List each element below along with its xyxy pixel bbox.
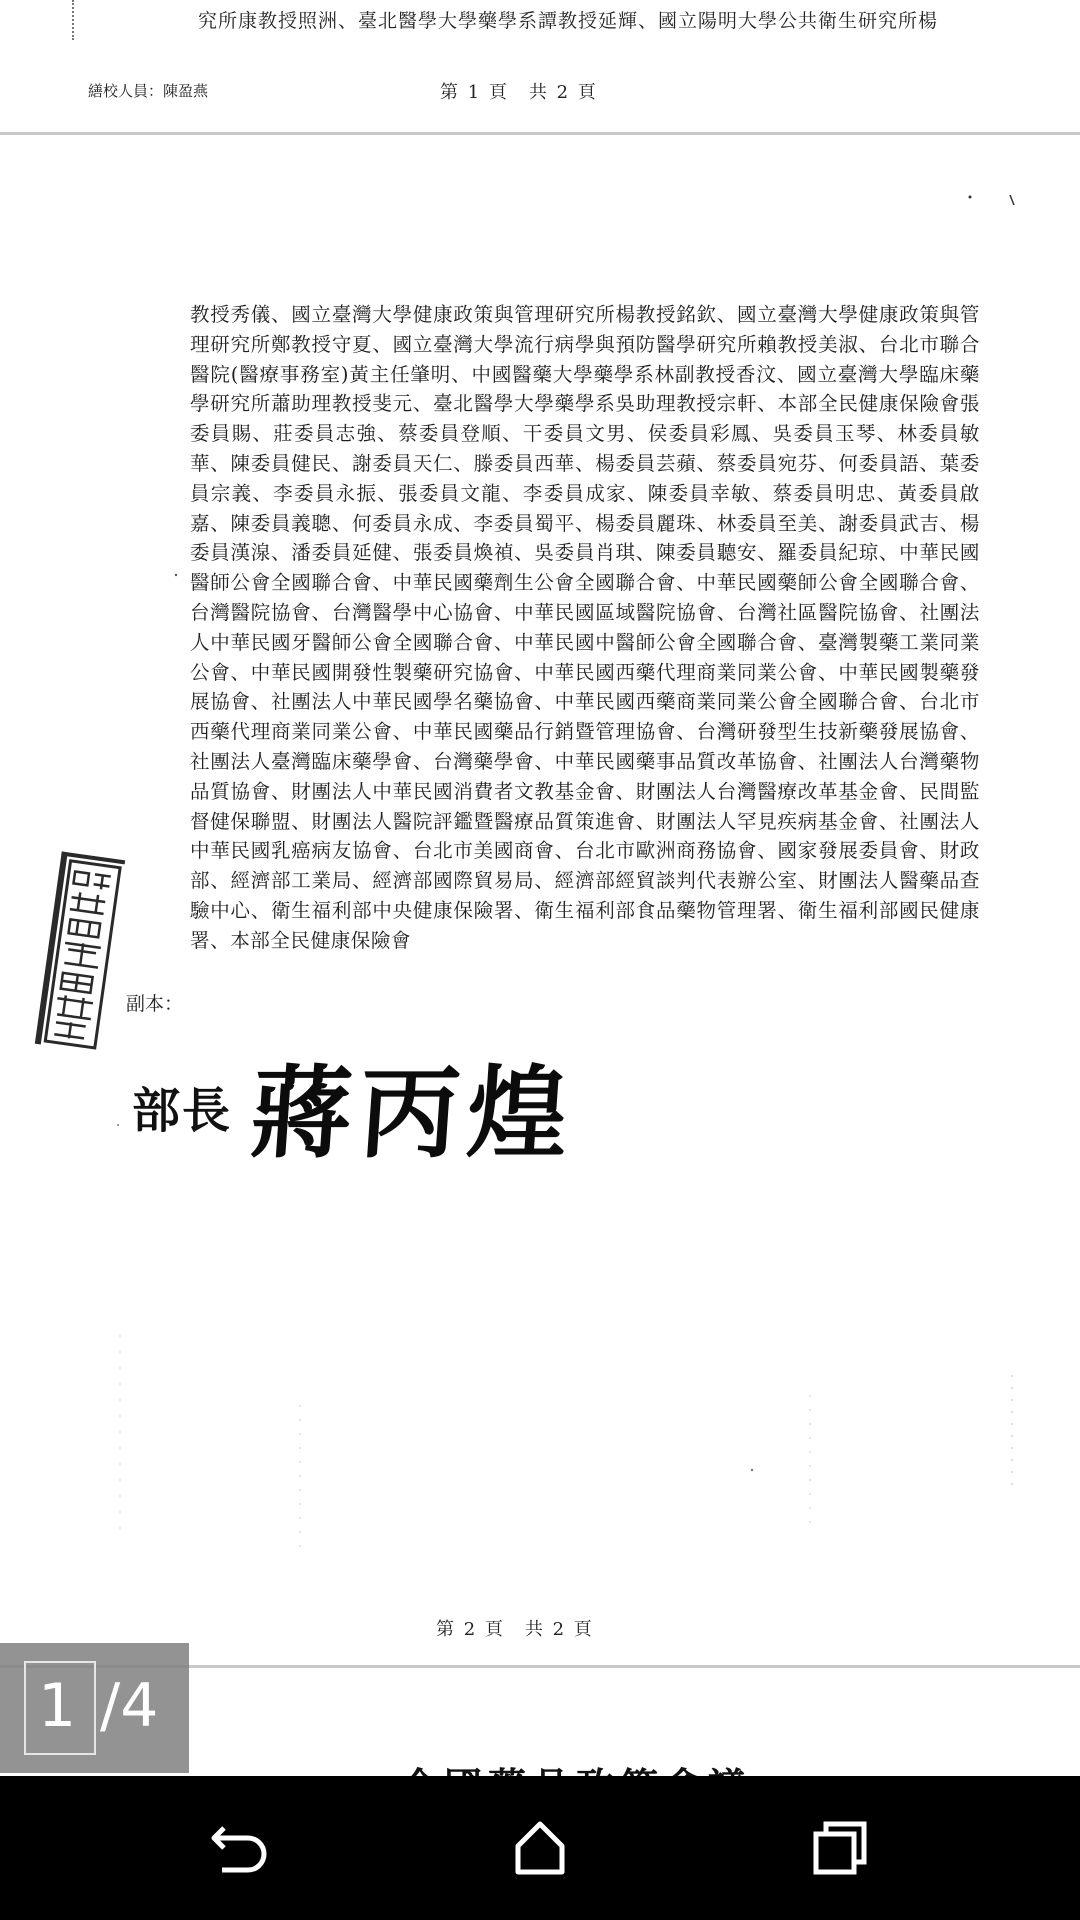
back-icon (208, 1816, 272, 1880)
recipients-list: 教授秀儀、國立臺灣大學健康政策與管理研究所楊教授銘欽、國立臺灣大學健康政策與管理研究所鄭教授守夏、國立臺灣大學流行病學與預防醫學研究所賴教授美淑、台北市聯合醫院(醫療事務室)黃主任肇明、中國醫藥大學藥學系林副教授香汶、國立臺灣大學臨床藥學研究所蕭助理教授斐元、臺北醫學大學藥學系吳助理教授宗軒、本部全民健康保險會張委員賜、莊委員志強、蔡委員登順、干委員文男、侯委員彩鳳、吳委員玉琴、林委員敏華、陳委員健民、謝委員天仁、滕委員西華、楊委員芸蘋、蔡委員宛芬、何委員語、葉委員宗義、李委員永振、張委員文龍、李委員成家、陳委員幸敏、蔡委員明忠、黃委員啟嘉、陳委員義聰、何委員永成、李委員蜀平、楊委員麗珠、林委員至美、謝委員武吉、楊委員漢湶、潘委員延健、張委員煥禎、吳委員肖琪、陳委員聽安、羅委員紀琼、中華民國醫師公會全國聯合會、中華民國藥劑生公會全國聯合會、中華民國藥師公會全國聯合會、台灣醫院協會、台灣醫學中心協會、中華民國區域醫院協會、台灣社區醫院協會、社團法人中華民國牙醫師公會全國聯合會、中華民國中醫師公會全國聯合會、臺灣製藥工業同業公會、中華民國開發性製藥研究協會、中華民國西藥代理商業同業公會、中華民國製藥發展協會、社團法人中華民國學名藥協會、中華民國西藥商業同業公會全國聯合會、台北市西藥代理商業同業公會、中華民國藥品行銷暨管理協會、台灣研發型生技新藥發展協會、社團法人臺灣臨床藥學會、台灣藥學會、中華民國藥事品質改革協會、社團法人台灣藥物品質協會、財團法人中華民國消費者文教基金會、財團法人台灣醫療改革基金會、民間監督健保聯盟、財團法人醫院評鑑暨醫療品質策進會、財團法人罕見疾病基金會、社團法人中華民國乳癌病友協會、台北市美國商會、台北市歐洲商務協會、國家發展委員會、財政部、經濟部工業局、經濟部國際貿易局、經濟部經貿談判代表辦公室、財團法人醫藥品查驗中心、衛生福利部中央健康保險署、衛生福利部食品藥物管理署、衛生福利部國民健康署、本部全民健康保險會 (190, 303, 980, 952)
current-page-number: 1 (38, 1671, 77, 1741)
page-1 (0, 0, 1080, 132)
official-seal-stamp (35, 851, 125, 1052)
recents-button[interactable] (780, 1798, 900, 1898)
page-2-number: 第 2 頁 共 2 頁 (436, 1619, 594, 1640)
margin-dash-line (72, 0, 74, 40)
total-pages: /4 (100, 1671, 159, 1741)
page-2 (0, 135, 1080, 1665)
recents-icon (808, 1816, 872, 1880)
minister-title: 部長 (132, 1083, 233, 1139)
navigation-bar (0, 1776, 1080, 1920)
back-button[interactable] (180, 1798, 300, 1898)
proofreader-note: 繕校人員：陳盈燕 (88, 82, 209, 100)
cc-label: 副本： (126, 993, 184, 1015)
page-1-last-line: 究所康教授照洲、臺北醫學大學藥學系譚教授延輝、國立陽明大學公共衛生研究所楊 (198, 10, 939, 32)
page-1-number: 第 1 頁 共 2 頁 (440, 82, 598, 103)
home-icon (508, 1816, 572, 1880)
minister-signature: 蔣丙煌 (247, 1054, 580, 1172)
page-counter[interactable] (0, 1643, 189, 1773)
home-button[interactable] (480, 1798, 600, 1898)
